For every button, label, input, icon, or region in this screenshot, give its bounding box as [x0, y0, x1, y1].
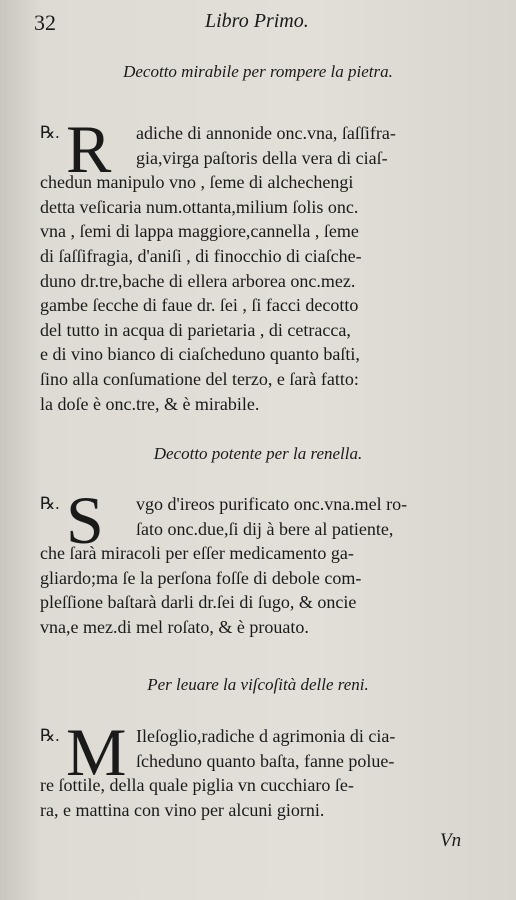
text-line: gambe ſecche di faue dr. ſei , ſi facci decotto [40, 295, 359, 316]
text-line: ſcheduno quanto baſta, fanne polue- [136, 750, 395, 771]
text-line: che ſarà miracoli per eſſer medicamento ga- [40, 543, 354, 564]
text-line: chedun manipulo vno , ſeme di alchechengi [40, 172, 354, 193]
text-line: gliardo;ma ſe la perſona foſſe di debole com- [40, 567, 362, 588]
text-line: vna,e mez.di mel roſato, & è prouato. [40, 616, 309, 637]
page-number: 32 [34, 10, 56, 35]
recipe-symbol: ℞. [40, 123, 60, 142]
catchword: Vn [440, 830, 462, 851]
recipe-body [40, 111, 492, 416]
text-line: adiche di annonide onc.vna, ſaſſifra- [136, 123, 396, 143]
text-line: Ileſoglio,radiche d agrimonia di cia- [136, 726, 396, 746]
text-line: vna , ſemi di lappa maggiore,cannella , ſeme [40, 221, 359, 242]
text-line: pleſſione baſtarà darli dr.ſei di ſugo, & oncie [40, 592, 357, 613]
recipe-symbol: ℞. [40, 726, 60, 745]
recipe-title: Decotto potente per la renella. [153, 444, 363, 463]
text-line: detta veſicaria num.ottanta,milium ſolis onc. [40, 196, 359, 217]
recipe-title: Per leuare la viſcoſità delle reni. [147, 675, 369, 694]
text-line: duno dr.tre,bache di ellera arborea onc.mez. [40, 270, 356, 291]
text-line: del tutto in acqua di parietaria , di cetracca, [40, 319, 351, 340]
running-head: Libro Primo. [205, 10, 309, 32]
text-line: ſino alla conſumatione del terzo, e ſarà fatto: [40, 368, 359, 389]
recipe-title: Decotto mirabile per rompere la pietra. [123, 62, 393, 81]
text-line: la doſe è onc.tre, & è mirabile. [40, 393, 260, 414]
drop-cap: M [66, 714, 127, 790]
text-line: di ſaſſifragia, d'aniſi , di finocchio di ciaſche- [40, 245, 362, 266]
recipe-body [40, 714, 492, 822]
recipe-symbol: ℞. [40, 494, 60, 513]
text-line: vgo d'ireos purificato onc.vna.mel ro- [136, 494, 408, 514]
text-line: re ſottile, della quale piglia vn cucchiaro ſe- [40, 775, 354, 796]
text-line: ſato onc.due,ſi dij à bere al patiente, [136, 518, 394, 539]
text-line: e di vino bianco di ciaſcheduno quanto baſti, [40, 344, 360, 365]
drop-cap: R [66, 111, 112, 187]
text-line: ra, e mattina con vino per alcuni giorni. [40, 799, 325, 820]
recipe-body [40, 482, 492, 640]
text-line: gia,virga paſtoris della vera di ciaſ- [136, 147, 388, 168]
drop-cap: S [66, 482, 104, 558]
